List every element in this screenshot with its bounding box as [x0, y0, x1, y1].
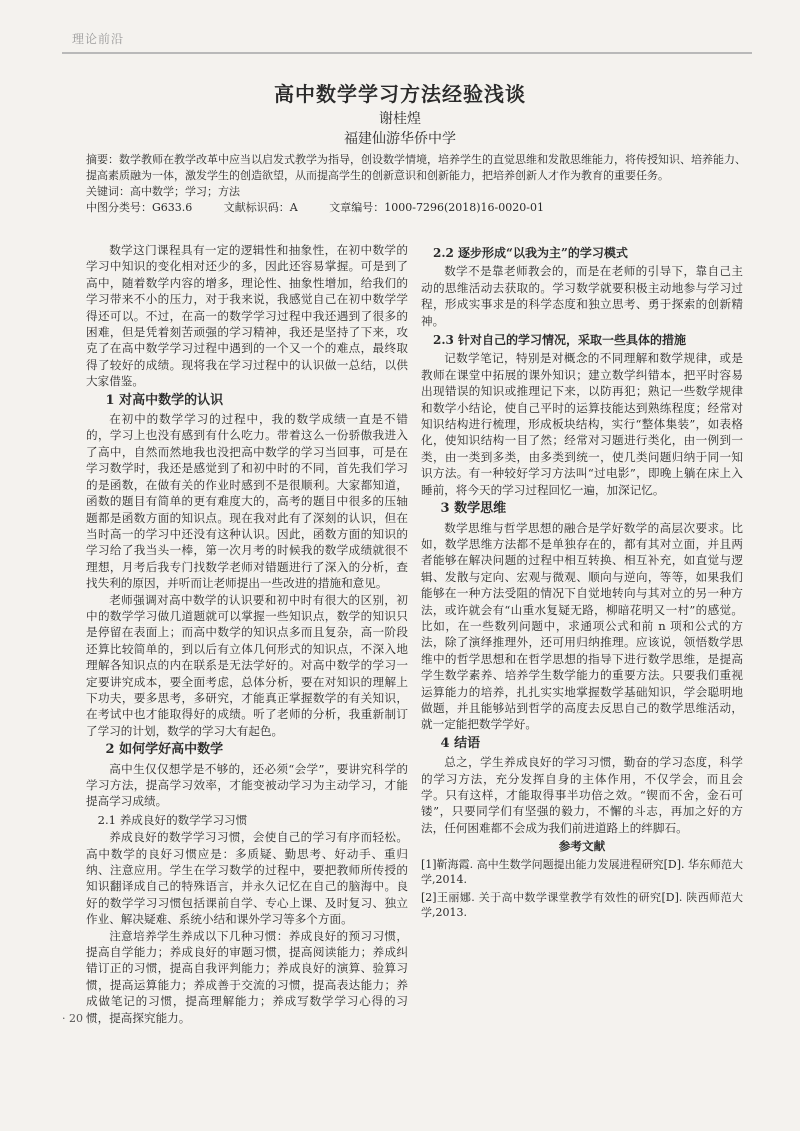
section-1-paragraph-1: 在初中的数学学习的过程中，我的数学成绩一直是不错的，学习上也没有感到有什么吃力。带着这么一份骄傲我进入了高中，自然而然地我也没把高中数学的学习当回事，可是在学习数学时，我还是感觉到了和初中时的不同，首先我们学习的是函数，在做有关的作业时感到不是很顺利。大家都知道，函数的题目有简单的更有难度大的，高考的题目中很多的压轴题都是函数方面的知识点。现在我对此有了深刻的认识，但在当时高一的学习中还没有这种认识。因此，函数方面的知识的学习给了我当头一棒，第一次月考的时候我的数学成绩就很不理想，月考后我专门找数学老师对错题进行了深入的分析，查找失利的原因，并听而让老师提出一些改进的措施和意见。 — [86, 412, 408, 591]
section-2-paragraph-1: 高中生仅仅想学是不够的，还必须“会学”，要讲究科学的学习方法，提高学习效率，才能变被动学习为主动学习，才能提高学习成绩。 — [86, 761, 408, 809]
section-2-1-heading: 2.1 养成良好的数学学习习惯 — [97, 812, 248, 827]
section-2-3-paragraph-1: 记数学笔记，特别是对概念的不同理解和数学规律，或是教师在课堂中拓展的课外知识；建立数学纠错本，把平时容易出现错误的知识或推理记下来，以防再犯；熟记一些数学规律和数学小结论，使自己平时的运算技能达到熟练程度；经常对知识结构进行梳理，形成板块结构，实行“整体集装”，如表格化，使知识结构一目了然；经常对习题进行类化，由一例到一类，由一类到多类，由多类到统一，使几类问题归纳于同一知识方法。有一种较好学习方法叫“过电影”，即晚上躺在床上入睡前，将今天的学习过程回忆一遍，加深记忆。 — [421, 351, 743, 497]
article-author: 谢桂煌 — [379, 111, 421, 127]
section-4-paragraph-1: 总之，学生养成良好的学习习惯，勤奋的学习态度，科学的学习方法，充分发挥自身的主体作用，不仅学会，而且会学。只有这样，才能取得事半功倍之效。“锲而不舍，金石可镂”，只要同学们有坚强的毅力，不懈的斗志，再加之好的方法，任何困难都不会成为我们前进道路上的绊脚石。 — [421, 755, 743, 835]
reference-item: [2]王丽娜. 关于高中数学课堂教学有效性的研究[D]. 陕西师范大学,2013. — [421, 890, 743, 920]
article-affiliation: 福建仙游华侨中学 — [344, 131, 456, 147]
article-title: 高中数学学习方法经验浅谈 — [274, 82, 526, 106]
left-column — [86, 242, 408, 1026]
right-column — [421, 242, 743, 921]
section-2-heading: 2 如何学好高中数学 — [105, 742, 224, 758]
reference-item: [1]靳海霞. 高中生数学问题提出能力发展进程研究[D]. 华东师范大学,2014. — [421, 857, 743, 887]
running-head: 理论前沿 — [72, 32, 125, 46]
section-3-paragraph-1: 数学思维与哲学思想的融合是学好数学的高层次要求。比如，数学思维方法都不是单独存在的，都有其对立面，并且两者能够在解决问题的过程中相互转换、相互补充，如直觉与逻辑、发散与定向、宏观与微观、顺向与逆向，等等，如果我们能够在一种方法受阻的情况下自觉地转向与其对立的另一种方法，或许就会有“山重水复疑无路，柳暗花明又一村”的感觉。比如，在一些数列问题中，求通项公式和前 n 项和公式的方法，除了演绎推理外，还可用归纳推理。应该说，领悟数学思维中的哲学思想和在哲学思想的指导下进行数学思维，是提高学生数学素养、培养学生数学能力的重要方法。只要我们重视运算能力的培养，扎扎实实地掌握数学基础知识，学会聪明地做题，并且能够站到哲学的高度去反思自己的数学思维活动，就一定能把数学学好。 — [421, 520, 743, 732]
section-1-paragraph-2: 老师强调对高中数学的认识要和初中时有很大的区别，初中的数学学习做几道题就可以掌握一些知识点，数学的知识只是停留在表面上；而高中数学的知识点多而且复杂，高一阶段还算比较简单的，到以后有立体几何形式的知识点，不深入地理解各知识点的内在联系是无法学好的。对高中数学的学习一定要讲究成本，要全面考虑，总体分析，要在对知识的理解上下功夫，要多思考，多研究，才能真正掌握数学的有关知识，在考试中也才能取得好的成绩。听了老师的分析，我重新制订了学习的计划，数学的学习大有起色。 — [86, 592, 408, 738]
intro-paragraph: 数学这门课程具有一定的逻辑性和抽象性，在初中数学的学习中知识的变化相对还少的多，因此还容易掌握。可是到了高中，随着数学内容的增多，理论性、抽象性增加，给我们的学习带来不小的压力，对于我来说，我感觉自己在初中数学学得还可以。不过，在高一的数学学习过程中我还遇到了很多的困难，但是凭着刻苦顽强的学习精神，我还是坚持了下来，攻克了在高中数学学习过程中遇到的一个又一个的难点，最终取得了较好的成绩。现将我在学习过程中的认识做一总结，以供大家借鉴。 — [86, 243, 408, 389]
classification-line — [86, 200, 754, 216]
section-2-3-heading: 2.3 针对自己的学习情况，采取一些具体的措施 — [433, 333, 687, 348]
article-number: 文章编号：1000-7296(2018)16-0020-01 — [329, 201, 544, 214]
clc-number: 中图分类号：G633.6 — [86, 201, 193, 214]
keywords: 关键词：高中数学；学习；方法 — [86, 185, 240, 198]
section-2-2-heading: 2.2 逐步形成“以我为主”的学习模式 — [433, 246, 628, 260]
references-heading: 参考文献 — [558, 839, 606, 854]
section-2-1-paragraph-2: 注意培养学生养成以下几种习惯：养成良好的预习习惯，提高自学能力；养成良好的审题习惯，提高阅读能力；养成纠错订正的习惯，提高自我评判能力；养成良好的演算、验算习惯，提高运算能力；养成善于交流的习惯，提高表达能力；养成做笔记的习惯，提高理解能力；养成写数学学习心得的习惯，提高探究能力。 — [86, 928, 408, 1025]
header-rule — [62, 52, 752, 54]
section-4-heading: 4 结语 — [440, 735, 481, 751]
section-3-heading: 3 数学思维 — [440, 501, 507, 517]
abstract: 摘要：数学教师在教学改革中应当以启发式教学为指导，创设数学情境，培养学生的直觉思维和发散思维能力，将传授知识、培养能力、提高素质融为一体，激发学生的创造欲望，从而提高学生的创新意识和创新能力，把培养创新人才作为教育的重要任务。 — [86, 153, 746, 182]
section-1-heading: 1 对高中数学的认识 — [105, 392, 224, 408]
article-meta — [86, 152, 754, 216]
section-2-2-paragraph-1: 数学不是靠老师教会的，而是在老师的引导下，靠自己主动的思维活动去获取的。学习数学就要积极主动地参与学习过程，形成实事求是的科学态度和独立思考、勇于探索的创新精神。 — [421, 264, 743, 328]
page-number: · 20 · — [62, 1012, 90, 1025]
document-code: 文献标识码：A — [223, 201, 298, 214]
section-2-1-paragraph-1: 养成良好的数学学习习惯，会使自己的学习有序而轻松。高中数学的良好习惯应是：多质疑、勤思考、好动手、重归纳、注意应用。学生在学习数学的过程中，要把教师所传授的知识翻译成自己的特殊语言，并永久记忆在自己的脑海中。良好的数学学习习惯包括课前自学、专心上课、及时复习、独立作业、解决疑难、系统小结和课外学习等多个方面。 — [86, 830, 408, 927]
